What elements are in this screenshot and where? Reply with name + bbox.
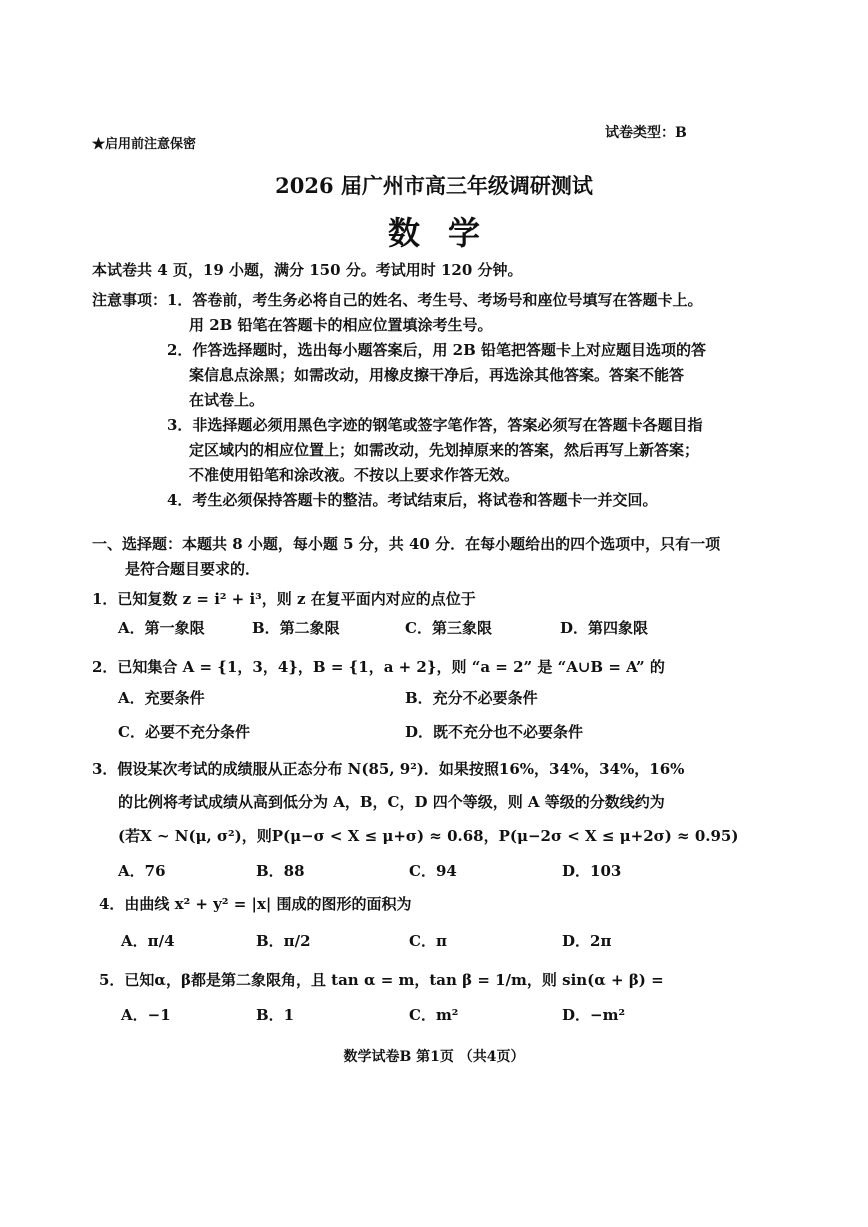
question-2: 2．已知集合 A = {1，3，4}，B = {1，a + 2}，则 “a = 2” 是 “A∪B = A” 的 (92, 658, 665, 676)
note-line: 1．答卷前，考生务必将自己的姓名、考生号、考场号和座位号填写在答题卡上。 (167, 291, 703, 309)
q1-option-c: C．第三象限 (405, 619, 492, 637)
q1-option-b: B．第二象限 (252, 619, 340, 637)
question-3-line-3: (若X ~ N(μ, σ²)，则P(μ−σ < X ≤ μ+σ) ≈ 0.68，P(μ−2σ < X ≤ μ+2σ) ≈ 0.95) (118, 827, 739, 845)
question-4: 4．由曲线 x² + y² = |x| 围成的图形的面积为 (99, 895, 412, 913)
note-line: 定区域内的相应位置上；如需改动，先划掉原来的答案，然后再写上新答案； (189, 441, 700, 459)
note-line: 4．考生必须保持答题卡的整洁。考试结束后，将试卷和答题卡一并交回。 (167, 491, 658, 509)
page-footer: 数学试卷B 第1页 （共4页） (343, 1049, 525, 1065)
q3-option-d: D．103 (562, 862, 622, 880)
q3-option-c: C．94 (409, 862, 457, 880)
exam-intro: 本试卷共 4 页，19 小题，满分 150 分。考试用时 120 分钟。 (92, 261, 523, 279)
notes-label: 注意事项： (92, 291, 168, 309)
q4-option-b: B．π/2 (256, 932, 311, 950)
question-3-line-2: 的比例将考试成绩从高到低分为 A，B，C，D 四个等级，则 A 等级的分数线约为 (118, 793, 665, 811)
section-heading: 一、选择题：本题共 8 小题，每小题 5 分，共 40 分．在每小题给出的四个选项中，只有一项 (92, 535, 721, 553)
section-heading-cont: 是符合题目要求的． (125, 560, 261, 578)
q5-option-c: C．m² (409, 1006, 459, 1024)
q5-option-a: A．−1 (121, 1006, 171, 1024)
q4-option-a: A．π/4 (121, 932, 175, 950)
note-line: 不准使用铅笔和涂改液。不按以上要求作答无效。 (189, 466, 520, 484)
q1-option-d: D．第四象限 (560, 619, 649, 637)
question-1: 1．已知复数 z = i² + i³，则 z 在复平面内对应的点位于 (92, 590, 476, 608)
note-line: 2．作答选择题时，选出每小题答案后，用 2B 铅笔把答题卡上对应题目选项的答 (167, 341, 707, 359)
question-5: 5．已知α，β都是第二象限角，且 tan α = m，tan β = 1/m，则 sin(α + β) = (99, 971, 664, 989)
q2-option-c: C．必要不充分条件 (118, 723, 250, 741)
note-line: 用 2B 铅笔在答题卡的相应位置填涂考生号。 (189, 316, 493, 334)
q2-option-b: B．充分不必要条件 (405, 689, 538, 707)
q2-option-a: A．充要条件 (118, 689, 205, 707)
q5-option-b: B．1 (256, 1006, 295, 1024)
note-line: 案信息点涂黑；如需改动，用橡皮擦干净后，再选涂其他答案。答案不能答 (189, 366, 685, 384)
q1-option-a: A．第一象限 (118, 619, 205, 637)
q2-option-d: D．既不充分也不必要条件 (405, 723, 584, 741)
paper-type: 试卷类型：B (605, 125, 687, 141)
confidential-mark: ★启用前注意保密 (92, 137, 197, 152)
q3-option-a: A．76 (118, 862, 166, 880)
q4-option-d: D．2π (562, 932, 612, 950)
note-line: 在试卷上。 (189, 391, 265, 409)
q4-option-c: C．π (409, 932, 447, 950)
exam-title: 2026 届广州市高三年级调研测试 (275, 173, 593, 198)
q5-option-d: D．−m² (562, 1006, 626, 1024)
note-line: 3．非选择题必须用黑色字迹的钢笔或签字笔作答，答案必须写在答题卡各题目指 (167, 416, 703, 434)
q3-option-b: B．88 (256, 862, 305, 880)
subject-title: 数学 (387, 214, 508, 252)
question-3: 3．假设某次考试的成绩服从正态分布 N(85, 9²)．如果按照16%，34%，34%，16% (92, 760, 685, 778)
